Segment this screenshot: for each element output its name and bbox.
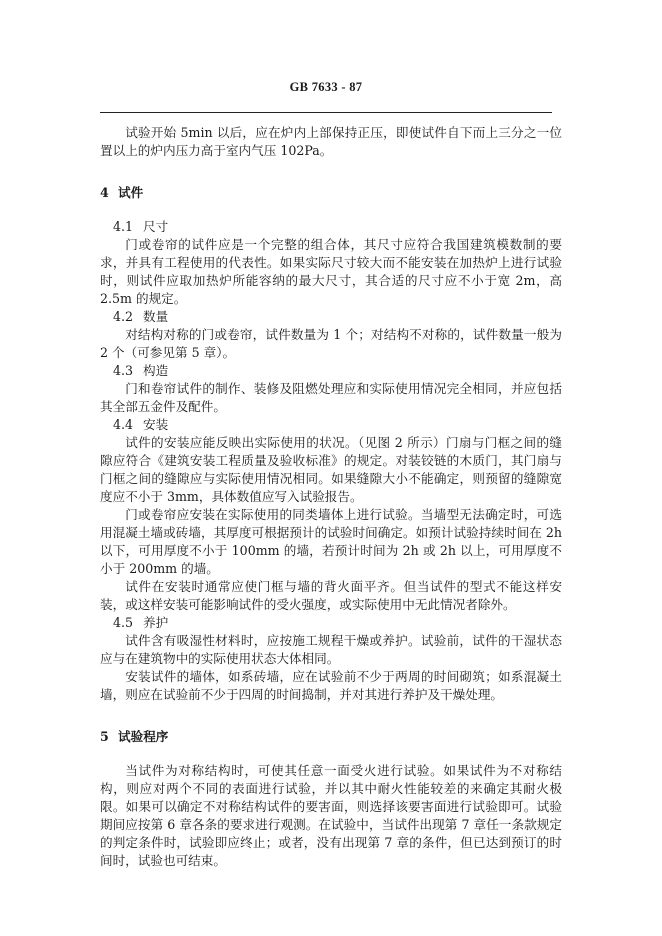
subsection-title: 数量 bbox=[143, 309, 169, 324]
section-5-text: 当试件为对称结构时，可使其任意一面受火进行试验。如果试件为不对称结构，则应对两个不同的表面进行试验，并以其中耐火性能较差的来确定其耐火极限。如果可以确定不对称结构试件的要害面，则选择该要害面进行试验即可。试验期间应按第 6 章各条的要求进行观测。在试验中，当试件出现第 7 章任一条款规定的判定条件时，试验即应终止；或者，没有出现第 7 章的条件，但已达到预订的时间时，试验也可结束。 bbox=[100, 763, 562, 868]
standard-header: GB 7633 - 87 bbox=[289, 80, 363, 94]
subsection-4-5-heading bbox=[100, 614, 562, 632]
subsection-4-4-paragraph-1: 试件的安装应能反映出实际使用的状况。（见图 2 所示）门扇与门框之间的缝隙应符合《建筑安装工程质量及验收标准》的规定。对装铰链的木质门，其门扇与门框之间的缝隙应与实际使用情况相同。如果缝隙大小不能确定，则预留的缝隙宽度应不小于 3mm，具体数值应写入试验报告。 bbox=[100, 435, 562, 504]
subsection-4-3-heading bbox=[100, 362, 562, 380]
subsection-title: 养护 bbox=[143, 615, 169, 630]
subsection-number: 4.4 bbox=[113, 417, 134, 432]
subsection-number: 4.1 bbox=[113, 219, 134, 234]
subsection-4-1-text: 门或卷帘的试件应是一个完整的组合体，其尺寸应符合我国建筑模数制的要求，并具有工程使用的代表性。如果实际尺寸较大而不能安装在加热炉上进行试验时，则试件应取加热炉所能容纳的最大尺寸，其合适的尺寸应不小于宽 2m，高 2.5m 的规定。 bbox=[100, 237, 562, 306]
section-4-title: 试件 bbox=[118, 185, 144, 200]
subsection-4-5-paragraph-2: 安装试件的墙体，如系砖墙，应在试验前不少于两周的时间砌筑；如系混凝土墙，则应在试验前不少于四周的时间捣制，并对其进行养护及干燥处理。 bbox=[100, 669, 562, 702]
header-rule bbox=[100, 112, 552, 113]
subsection-number: 4.5 bbox=[113, 615, 134, 630]
subsection-title: 构造 bbox=[143, 363, 169, 378]
subsection-4-4-paragraph-2: 门或卷帘应安装在实际使用的同类墙体上进行试验。当墙型无法确定时，可选用混凝土墙或砖墙，其厚度可根据预计的试验时间确定。如预计试验持续时间在 2h 以下，可用厚度不小于 100mm 的墙，若预计时间为 2h 或 2h 以上，可用厚度不小于 200mm 的墙。 bbox=[100, 507, 562, 576]
subsection-title: 安装 bbox=[143, 417, 169, 432]
section-4-heading bbox=[100, 184, 562, 202]
subsection-4-5-paragraph-1: 试件含有吸湿性材料时，应按施工规程干燥或养护。试验前，试件的干湿状态应与在建筑物中的实际使用状态大体相同。 bbox=[100, 633, 562, 666]
subsection-number: 4.2 bbox=[113, 309, 134, 324]
subsection-4-2-text: 对结构对称的门或卷帘，试件数量为 1 个；对结构不对称的，试件数量一般为 2 个（可参见第 5 章）。 bbox=[100, 327, 562, 360]
document-body bbox=[100, 124, 562, 870]
subsection-4-1-heading bbox=[100, 218, 562, 236]
section-5-number: 5 bbox=[100, 729, 109, 744]
section-5-title: 试验程序 bbox=[118, 729, 169, 744]
subsection-4-4-heading bbox=[100, 416, 562, 434]
section-5-heading bbox=[100, 728, 562, 746]
subsection-title: 尺寸 bbox=[143, 219, 169, 234]
subsection-4-2-heading bbox=[100, 308, 562, 326]
subsection-4-3-text: 门和卷帘试件的制作、装修及阻燃处理应和实际使用情况完全相同，并应包括其全部五金件及配件。 bbox=[100, 381, 562, 414]
subsection-number: 4.3 bbox=[113, 363, 134, 378]
subsection-4-4-paragraph-3: 试件在安装时通常应使门框与墙的背火面平齐。但当试件的型式不能这样安装，或这样安装可能影响试件的受火强度，或实际使用中无此情况者除外。 bbox=[100, 579, 562, 612]
section-4-number: 4 bbox=[100, 185, 109, 200]
intro-paragraph: 试验开始 5min 以后，应在炉内上部保持正压，即使试件自下而上三分之一位置以上的炉内压力高于室内气压 102Pa。 bbox=[100, 125, 562, 158]
